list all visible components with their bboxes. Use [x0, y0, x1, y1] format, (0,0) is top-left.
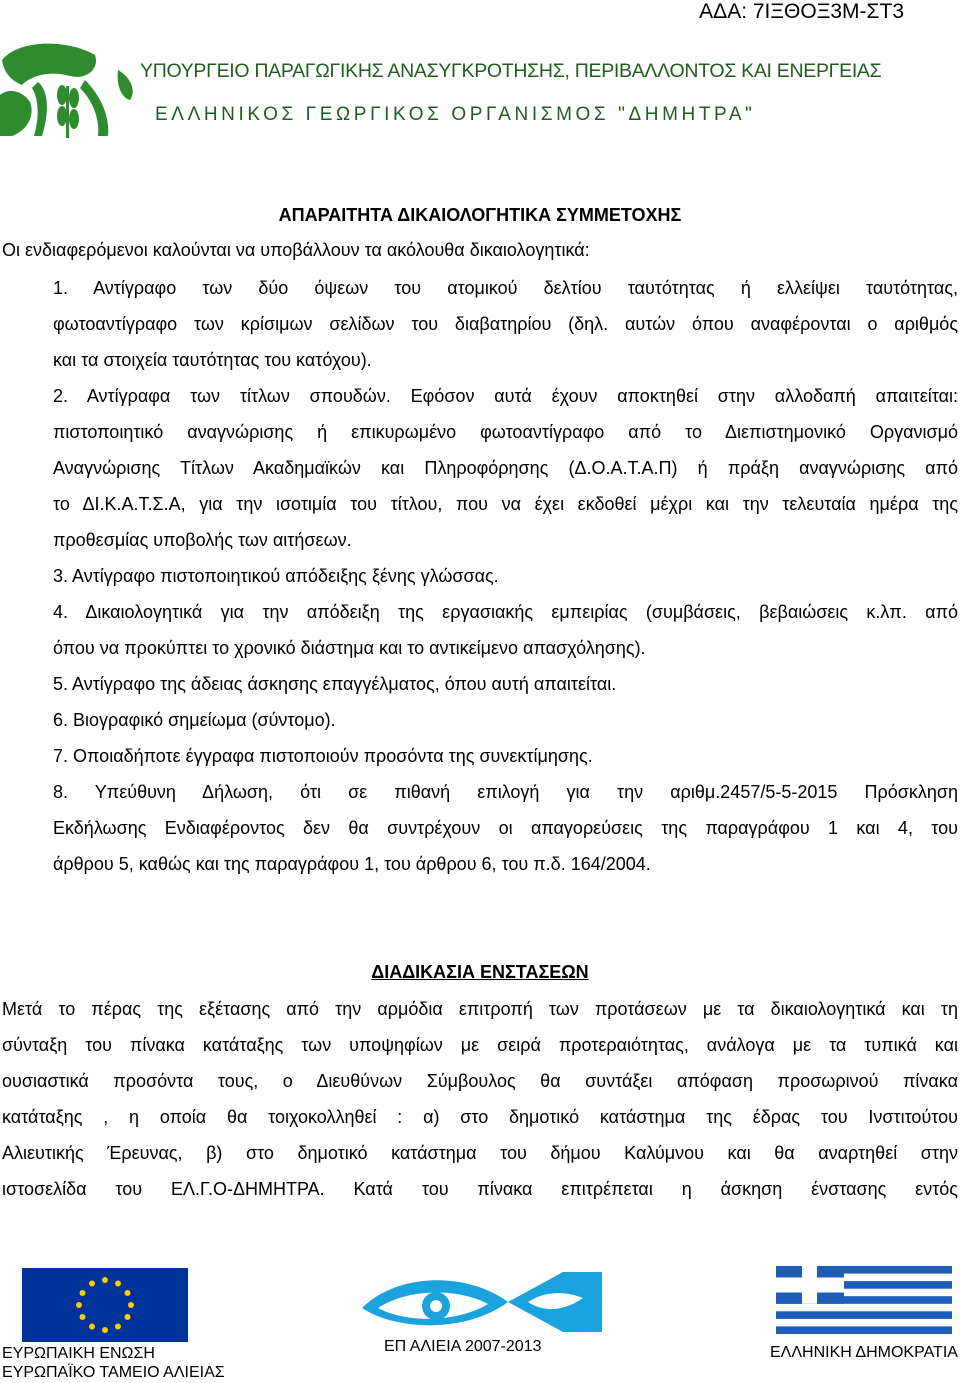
eu-flag-icon [22, 1268, 188, 1342]
list-item: Εκδήλωσης Ενδιαφέροντος δεν θα συντρέχουν οι απαγορεύσεις της παραγράφου 1 και 4, του [53, 818, 958, 838]
greek-flag-icon [776, 1266, 952, 1334]
section-title-requirements: ΑΠΑΡΑΙΤΗΤΑ ΔΙΚΑΙΟΛΟΓΗΤΙΚΑ ΣΥΜΜΕΤΟΧΗΣ [278, 205, 682, 225]
wheat-leaf-icon [0, 44, 133, 138]
list-item: όπου να προκύπτει το χρονικό διάστημα και το αντικείμενο απασχόλησης). [53, 638, 646, 658]
list-item: το ΔΙ.Κ.Α.Τ.Σ.Α, για την ισοτιμία του τίτλου, που να έχει εκδοθεί μέχρι και την τελευταία ημέρα της [53, 494, 958, 514]
section-title-objections: ΔΙΑΔΙΚΑΣΙΑ ΕΝΣΤΑΣΕΩΝ [371, 962, 589, 982]
list-item: 2. Αντίγραφα των τίτλων σπουδών. Εφόσον αυτά έχουν αποκτηθεί στην αλλοδαπή απαιτείται: [53, 386, 958, 406]
intro-text: Οι ενδιαφερόμενοι καλούνται να υποβάλλουν τα ακόλουθα δικαιολογητικά: [2, 240, 590, 260]
greece-label: ΕΛΛΗΝΙΚΗ ΔΗΜΟΚΡΑΤΙΑ [770, 1344, 958, 1361]
list-item: φωτοαντίγραφο των κρίσιμων σελίδων του διαβατηρίου (δηλ. αυτών όπου αναφέρονται ο αριθμός [53, 314, 958, 334]
list-item: προθεσμίας υποβολής των αιτήσεων. [53, 530, 352, 550]
eu-label: ΕΥΡΩΠΑΙΚΗ ΕΝΩΣΗ [2, 1345, 155, 1362]
list-item: άρθρου 5, καθώς και της παραγράφου 1, του άρθρου 6, του π.δ. 164/2004. [53, 854, 651, 874]
organization-name: ΕΛΛΗΝΙΚΟΣ ΓΕΩΡΓΙΚΟΣ ΟΡΓΑΝΙΣΜΟΣ "ΔΗΜΗΤΡΑ" [155, 104, 756, 125]
paragraph-line: ουσιαστικά προσόντα τους, ο Διευθύνων Σύμβουλος θα συντάξει απόφαση προσωρινού πίνακα [2, 1071, 958, 1091]
list-item: Αναγνώρισης Τίτλων Ακαδημαϊκών και Πληροφόρησης (Δ.Ο.Α.Τ.Α.Π) ή πράξη αναγνώρισης από [53, 458, 958, 478]
list-item: πιστοποιητικό αναγνώρισης ή επικυρωμένο φωτοαντίγραφο από το Διεπιστημονικό Οργανισμό [53, 422, 958, 442]
list-item: 1. Αντίγραφο των δύο όψεων του ατομικού δελτίου ταυτότητας ή ελλείψει ταυτότητας, [53, 278, 958, 298]
list-item: 4. Δικαιολογητικά για την απόδειξη της εργασιακής εμπειρίας (συμβάσεις, βεβαιώσεις κ.λπ. από [53, 602, 958, 622]
paragraph-line: ιστοσελίδα του ΕΛ.Γ.Ο-ΔΗΜΗΤΡΑ. Κατά του πίνακα επιτρέπεται η άσκηση ένστασης εντός [2, 1179, 958, 1199]
document-id: ΑΔΑ: 7ΙΞΘΟΞ3Μ-ΣΤ3 [699, 0, 904, 23]
paragraph-line: Αλιευτικής Έρευνας, β) στο δημοτικό κατάστημα του δήμου Καλύμνου και θα αναρτηθεί στην [2, 1143, 958, 1163]
list-item: 6. Βιογραφικό σημείωμα (σύντομο). [53, 710, 336, 730]
list-item: 5. Αντίγραφο της άδειας άσκησης επαγγέλματος, όπου αυτή απαιτείται. [53, 674, 617, 694]
fisheries-logo-icon [358, 1268, 602, 1336]
paragraph-line: σύνταξη του πίνακα κατάταξης των υποψηφίων με σειρά προτεραιότητας, ανάλογα με τα τυπικά και [2, 1035, 958, 1055]
eu-fund-label: ΕΥΡΩΠΑΪΚΟ ΤΑΜΕΙΟ ΑΛΙΕΙΑΣ [2, 1364, 225, 1381]
list-item: και τα στοιχεία ταυτότητας του κατόχου). [53, 350, 372, 370]
paragraph-line: κατάταξης , η οποία θα τοιχοκολληθεί : α) στο δημοτικό κατάστημα της έδρας του Ινστιτούτου [2, 1107, 958, 1127]
program-label: ΕΠ ΑΛΙΕΙΑ 2007-2013 [384, 1338, 542, 1355]
paragraph-line: Μετά το πέρας της εξέτασης από την αρμόδια επιτροπή των προτάσεων με τα δικαιολογητικά και τη [2, 999, 958, 1019]
ministry-name: ΥΠΟΥΡΓΕΙΟ ΠΑΡΑΓΩΓΙΚΗΣ ΑΝΑΣΥΓΚΡΟΤΗΣΗΣ, ΠΕΡΙΒΑΛΛΟΝΤΟΣ ΚΑΙ ΕΝΕΡΓΕΙΑΣ [140, 60, 882, 82]
list-item: 7. Οποιαδήποτε έγγραφα πιστοποιούν προσόντα της συνεκτίμησης. [53, 746, 593, 766]
list-item: 3. Αντίγραφο πιστοποιητικού απόδειξης ξένης γλώσσας. [53, 566, 499, 586]
list-item: 8. Υπεύθυνη Δήλωση, ότι σε πιθανή επιλογή για την αριθμ.2457/5-5-2015 Πρόσκληση [53, 782, 958, 802]
